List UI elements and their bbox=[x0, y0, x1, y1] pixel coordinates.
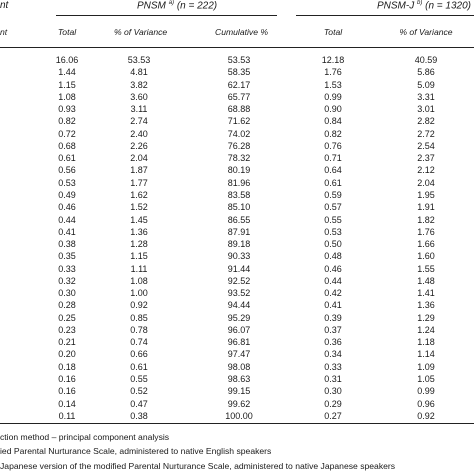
cell-total-pnsm: 0.16 bbox=[58, 386, 76, 397]
cell-cumulative-pnsm: 87.91 bbox=[227, 226, 251, 237]
cell-total-pnsm: 0.18 bbox=[58, 361, 76, 372]
cell-total-pnsmj: 0.71 bbox=[324, 153, 342, 164]
header-bottom-rule bbox=[0, 47, 474, 48]
cell-total-pnsm: 0.38 bbox=[58, 239, 76, 250]
cell-total-pnsm: 1.44 bbox=[58, 67, 76, 78]
cell-total-pnsmj: 0.48 bbox=[324, 251, 342, 262]
cell-total-pnsmj: 0.64 bbox=[324, 165, 342, 176]
cell-total-pnsmj: 0.84 bbox=[324, 116, 342, 127]
group-pnsm-sup: a) bbox=[168, 0, 175, 6]
cell-total-pnsm: 0.14 bbox=[58, 398, 76, 409]
cell-total-pnsm: 0.53 bbox=[58, 177, 76, 188]
cell-cumulative-pnsm: 83.58 bbox=[227, 189, 251, 200]
cell-variance-pnsm: 1.08 bbox=[130, 275, 148, 286]
left-column-header-fragment: nt bbox=[0, 0, 9, 11]
cell-total-pnsm: 0.93 bbox=[58, 104, 76, 115]
cell-variance-pnsm: 0.74 bbox=[130, 337, 148, 348]
cell-total-pnsmj: 0.30 bbox=[324, 386, 342, 397]
cell-total-pnsm: 0.82 bbox=[58, 116, 76, 127]
cell-total-pnsm: 0.21 bbox=[58, 337, 76, 348]
cell-variance-pnsm: 1.77 bbox=[130, 177, 148, 188]
cell-total-pnsm: 0.25 bbox=[58, 312, 76, 323]
col-header-cumulative-pnsm: Cumulative % bbox=[215, 27, 269, 37]
cell-cumulative-pnsm: 65.77 bbox=[227, 91, 251, 102]
cell-total-pnsmj: 0.99 bbox=[324, 91, 342, 102]
cell-total-pnsmj: 1.53 bbox=[324, 79, 342, 90]
cell-cumulative-pnsm: 53.53 bbox=[227, 55, 251, 65]
group-pnsmj-label: PNSM-J bbox=[377, 0, 415, 12]
col-header-total-pnsm: Total bbox=[57, 27, 77, 37]
cell-total-pnsmj: 0.37 bbox=[324, 324, 342, 335]
cell-variance-pnsmj: 1.95 bbox=[417, 189, 435, 200]
cell-total-pnsm: 0.49 bbox=[58, 189, 76, 200]
cell-cumulative-pnsm: 68.88 bbox=[227, 104, 251, 115]
col-header-total-pnsmj: Total bbox=[323, 27, 343, 37]
cell-total-pnsm: 1.15 bbox=[58, 79, 76, 90]
group-pnsm-label: PNSM bbox=[137, 0, 166, 12]
cell-cumulative-pnsm: 78.32 bbox=[227, 153, 251, 164]
cell-variance-pnsm: 1.45 bbox=[130, 214, 148, 225]
cell-variance-pnsm: 0.85 bbox=[130, 312, 148, 323]
cell-cumulative-pnsm: 97.47 bbox=[227, 349, 251, 360]
cell-total-pnsm: 0.11 bbox=[58, 410, 76, 421]
cell-variance-pnsm: 2.74 bbox=[130, 116, 148, 127]
cell-variance-pnsmj: 1.18 bbox=[417, 337, 435, 348]
cell-total-pnsmj: 0.34 bbox=[324, 349, 342, 360]
cell-variance-pnsm: 2.04 bbox=[130, 153, 148, 164]
cell-cumulative-pnsm: 76.28 bbox=[227, 140, 251, 151]
cell-total-pnsm: 0.56 bbox=[58, 165, 76, 176]
cell-total-pnsmj: 0.33 bbox=[324, 361, 342, 372]
cell-variance-pnsmj: 1.29 bbox=[417, 312, 435, 323]
cell-variance-pnsmj: 5.09 bbox=[417, 79, 435, 90]
cell-variance-pnsm: 3.60 bbox=[130, 91, 148, 102]
cell-variance-pnsm: 0.38 bbox=[130, 410, 148, 421]
cell-variance-pnsmj: 1.91 bbox=[417, 202, 435, 213]
cell-variance-pnsm: 4.81 bbox=[130, 67, 148, 78]
table-note-pnsm: ied Parental Nurturance Scale, administered to native English speakers bbox=[0, 446, 272, 456]
cell-cumulative-pnsm: 85.10 bbox=[227, 202, 251, 213]
group-header-pnsmj bbox=[377, 0, 471, 11]
table-bottom-rule bbox=[0, 423, 474, 424]
cell-variance-pnsmj: 0.99 bbox=[417, 386, 435, 397]
cell-cumulative-pnsm: 96.07 bbox=[227, 324, 251, 335]
col-header-variance-pnsm: % of Variance bbox=[114, 27, 168, 37]
cell-total-pnsmj: 0.36 bbox=[324, 337, 342, 348]
cell-total-pnsm: 0.20 bbox=[58, 349, 76, 360]
cell-variance-pnsmj: 3.01 bbox=[417, 104, 435, 115]
cell-total-pnsm: 0.32 bbox=[58, 275, 76, 286]
cell-variance-pnsm: 3.11 bbox=[130, 104, 148, 115]
cell-variance-pnsmj: 1.82 bbox=[417, 214, 435, 225]
cell-variance-pnsm: 1.52 bbox=[130, 202, 148, 213]
cell-total-pnsm: 0.46 bbox=[58, 202, 76, 213]
cell-variance-pnsmj: 5.86 bbox=[417, 67, 435, 78]
cell-total-pnsmj: 0.90 bbox=[324, 104, 342, 115]
cell-variance-pnsm: 1.87 bbox=[130, 165, 148, 176]
cell-total-pnsm: 0.35 bbox=[58, 251, 76, 262]
cell-cumulative-pnsm: 86.55 bbox=[227, 214, 251, 225]
cell-total-pnsm: 16.06 bbox=[55, 55, 79, 65]
col-header-variance-pnsmj: % of Variance bbox=[399, 27, 453, 37]
cell-total-pnsm: 0.16 bbox=[58, 374, 76, 385]
cell-cumulative-pnsm: 81.96 bbox=[227, 177, 251, 188]
cell-cumulative-pnsm: 90.33 bbox=[227, 251, 251, 262]
cell-variance-pnsm: 0.55 bbox=[130, 374, 148, 385]
cell-variance-pnsm: 0.78 bbox=[130, 324, 148, 335]
cell-variance-pnsmj: 1.55 bbox=[417, 263, 435, 274]
cell-cumulative-pnsm: 98.08 bbox=[227, 361, 251, 372]
cell-total-pnsmj: 0.55 bbox=[324, 214, 342, 225]
cell-variance-pnsmj: 0.92 bbox=[417, 410, 435, 421]
cell-variance-pnsm: 1.28 bbox=[130, 239, 148, 250]
cell-total-pnsm: 0.33 bbox=[58, 263, 76, 274]
cell-total-pnsmj: 0.50 bbox=[324, 239, 342, 250]
cell-variance-pnsmj: 1.41 bbox=[417, 288, 435, 299]
cell-cumulative-pnsm: 95.29 bbox=[227, 312, 251, 323]
cell-cumulative-pnsm: 93.52 bbox=[227, 288, 251, 299]
cell-total-pnsm: 0.28 bbox=[58, 300, 76, 311]
cell-variance-pnsm: 2.40 bbox=[130, 128, 148, 139]
cell-variance-pnsmj: 2.37 bbox=[417, 153, 435, 164]
cell-variance-pnsm: 1.36 bbox=[130, 226, 148, 237]
cell-total-pnsmj: 0.29 bbox=[324, 398, 342, 409]
cell-variance-pnsm: 0.61 bbox=[130, 361, 148, 372]
group-rule-pnsmj bbox=[296, 15, 474, 16]
cell-cumulative-pnsm: 98.63 bbox=[227, 374, 251, 385]
cell-total-pnsmj: 0.42 bbox=[324, 288, 342, 299]
cell-variance-pnsmj: 40.59 bbox=[414, 55, 438, 65]
cell-variance-pnsmj: 2.72 bbox=[417, 128, 435, 139]
cell-cumulative-pnsm: 94.44 bbox=[227, 300, 251, 311]
table-note-pnsmj: Japanese version of the modified Parental Nurturance Scale, administered to native Japanese speakers bbox=[0, 461, 396, 471]
cell-variance-pnsmj: 2.82 bbox=[417, 116, 435, 127]
cell-variance-pnsmj: 1.36 bbox=[417, 300, 435, 311]
cell-total-pnsmj: 0.39 bbox=[324, 312, 342, 323]
cell-variance-pnsm: 1.00 bbox=[130, 288, 148, 299]
cell-variance-pnsm: 1.15 bbox=[130, 251, 148, 262]
cell-variance-pnsmj: 1.09 bbox=[417, 361, 435, 372]
group-rule-pnsm bbox=[56, 15, 277, 16]
cell-variance-pnsm: 0.66 bbox=[130, 349, 148, 360]
cell-total-pnsmj: 1.76 bbox=[324, 67, 342, 78]
cell-variance-pnsmj: 1.05 bbox=[417, 374, 435, 385]
cell-variance-pnsm: 2.26 bbox=[130, 140, 148, 151]
cell-cumulative-pnsm: 92.52 bbox=[227, 275, 251, 286]
cell-cumulative-pnsm: 100.00 bbox=[225, 410, 253, 421]
group-pnsmj-n: (n = 1320) bbox=[425, 0, 472, 12]
cell-variance-pnsm: 1.11 bbox=[130, 263, 148, 274]
left-column-header-text: nt bbox=[0, 27, 8, 37]
cell-total-pnsm: 0.44 bbox=[58, 214, 76, 225]
cell-total-pnsmj: 0.31 bbox=[324, 374, 342, 385]
cell-variance-pnsmj: 1.14 bbox=[417, 349, 435, 360]
cell-variance-pnsmj: 2.04 bbox=[417, 177, 435, 188]
cell-total-pnsm: 0.61 bbox=[58, 153, 76, 164]
cell-total-pnsm: 0.41 bbox=[58, 226, 76, 237]
cell-total-pnsmj: 0.82 bbox=[324, 128, 342, 139]
cell-total-pnsm: 1.08 bbox=[58, 91, 76, 102]
cell-variance-pnsm: 0.52 bbox=[130, 386, 148, 397]
cell-variance-pnsmj: 1.24 bbox=[417, 324, 435, 335]
cell-total-pnsmj: 0.53 bbox=[324, 226, 342, 237]
cell-total-pnsm: 0.72 bbox=[58, 128, 76, 139]
cell-variance-pnsmj: 1.60 bbox=[417, 251, 435, 262]
cell-variance-pnsmj: 0.96 bbox=[417, 398, 435, 409]
cell-total-pnsmj: 0.27 bbox=[324, 410, 342, 421]
cell-total-pnsm: 0.68 bbox=[58, 140, 76, 151]
table-note-method: ction method – principal component analysis bbox=[0, 432, 170, 442]
cell-total-pnsm: 0.23 bbox=[58, 324, 76, 335]
cell-total-pnsmj: 0.46 bbox=[324, 263, 342, 274]
cell-cumulative-pnsm: 89.18 bbox=[227, 239, 251, 250]
group-header-pnsm bbox=[137, 0, 217, 11]
cell-cumulative-pnsm: 62.17 bbox=[227, 79, 251, 90]
cell-variance-pnsm: 0.47 bbox=[130, 398, 148, 409]
cell-cumulative-pnsm: 91.44 bbox=[227, 263, 251, 274]
cell-cumulative-pnsm: 71.62 bbox=[227, 116, 251, 127]
group-pnsmj-sup: b) bbox=[417, 0, 423, 6]
cell-total-pnsmj: 0.59 bbox=[324, 189, 342, 200]
cell-total-pnsmj: 12.18 bbox=[321, 55, 345, 65]
group-pnsm-n: (n = 222) bbox=[176, 0, 218, 12]
cell-variance-pnsm: 0.92 bbox=[130, 300, 148, 311]
cell-cumulative-pnsm: 80.19 bbox=[227, 165, 251, 176]
cell-variance-pnsm: 1.62 bbox=[130, 189, 148, 200]
cell-variance-pnsm: 53.53 bbox=[127, 55, 151, 65]
cell-total-pnsmj: 0.61 bbox=[324, 177, 342, 188]
cell-total-pnsmj: 0.57 bbox=[324, 202, 342, 213]
cell-variance-pnsmj: 1.76 bbox=[417, 226, 435, 237]
cell-cumulative-pnsm: 99.62 bbox=[227, 398, 251, 409]
cell-variance-pnsm: 3.82 bbox=[130, 79, 148, 90]
cell-variance-pnsmj: 2.12 bbox=[417, 165, 435, 176]
cell-cumulative-pnsm: 96.81 bbox=[227, 337, 251, 348]
cell-cumulative-pnsm: 74.02 bbox=[227, 128, 251, 139]
cell-total-pnsm: 0.30 bbox=[58, 288, 76, 299]
cell-cumulative-pnsm: 58.35 bbox=[227, 67, 251, 78]
cell-variance-pnsmj: 3.31 bbox=[417, 91, 435, 102]
cell-variance-pnsmj: 1.48 bbox=[417, 275, 435, 286]
cell-variance-pnsmj: 1.66 bbox=[417, 239, 435, 250]
cell-total-pnsmj: 0.41 bbox=[324, 300, 342, 311]
cell-cumulative-pnsm: 99.15 bbox=[227, 386, 251, 397]
cell-total-pnsmj: 0.44 bbox=[324, 275, 342, 286]
cell-variance-pnsmj: 2.54 bbox=[417, 140, 435, 151]
cell-total-pnsmj: 0.76 bbox=[324, 140, 342, 151]
